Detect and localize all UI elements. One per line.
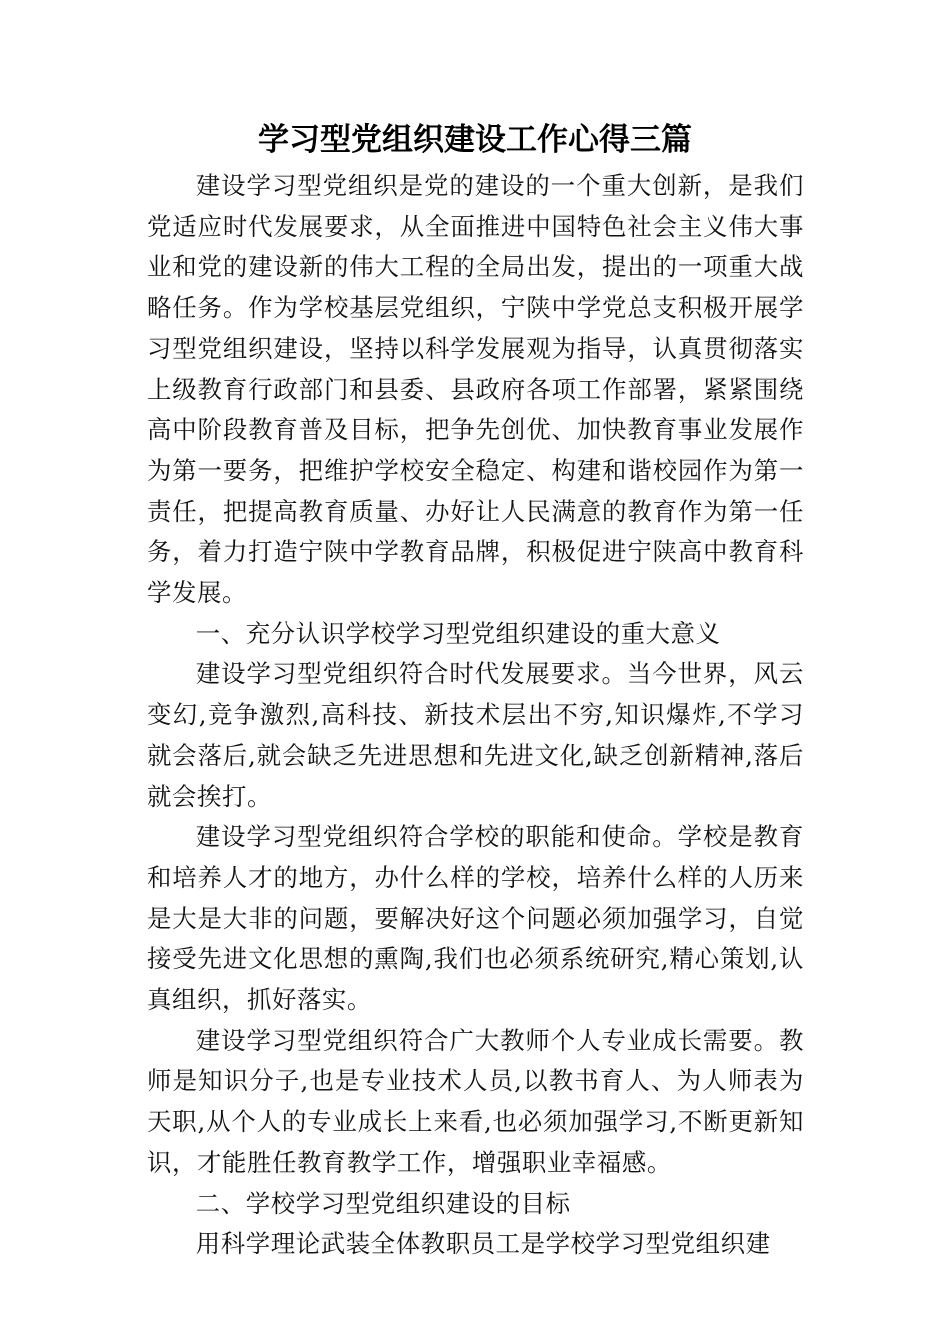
section-heading-2: 二、学校学习型党组织建设的目标 — [195, 1188, 571, 1218]
paragraph-goal: 用科学理论武装全体教职员工是学校学习型党组织建 — [195, 1229, 771, 1259]
paragraph-school-mission: 建设学习型党组织符合学校的职能和使命。学校是教育和培养人才的地方，办什么样的学校，培养什么样的人历来是大是大非的问题，要解决好这个问题必须加强学习，自觉接受先进文化思想的熏陶,我们也必须系统研究,精心策划,认真组织，抓好落实。 — [147, 822, 804, 1015]
paragraph-era: 建设学习型党组织符合时代发展要求。当今世界，风云变幻,竞争激烈,高科技、新技术层出不穷,知识爆炸,不学习就会落后,就会缺乏先进思想和先进文化,缺乏创新精神,落后就会挨打。 — [147, 659, 804, 811]
document-body — [147, 166, 804, 1265]
paragraph-intro: 建设学习型党组织是党的建设的一个重大创新，是我们党适应时代发展要求，从全面推进中国特色社会主义伟大事业和党的建设新的伟大工程的全局出发，提出的一项重大战略任务。作为学校基层党组织，宁陕中学党总支积极开展学习型党组织建设，坚持以科学发展观为指导，认真贯彻落实上级教育行政部门和县委、县政府各项工作部署，紧紧围绕高中阶段教育普及目标，把争先创优、加快教育事业发展作为第一要务，把维护学校安全稳定、构建和谐校园作为第一责任，把提高教育质量、办好让人民满意的教育作为第一任务，着力打造宁陕中学教育品牌，积极促进宁陕高中教育科学发展。 — [147, 171, 804, 608]
paragraph-teacher-growth: 建设学习型党组织符合广大教师个人专业成长需要。教师是知识分子,也是专业技术人员,以教书育人、为人师表为天职,从个人的专业成长上来看,也必须加强学习,不断更新知识，才能胜任教育教学工作，增强职业幸福感。 — [147, 1025, 804, 1177]
document-title: 学习型党组织建设工作心得三篇 — [258, 122, 692, 158]
section-heading-1: 一、充分认识学校学习型党组织建设的重大意义 — [195, 618, 721, 648]
